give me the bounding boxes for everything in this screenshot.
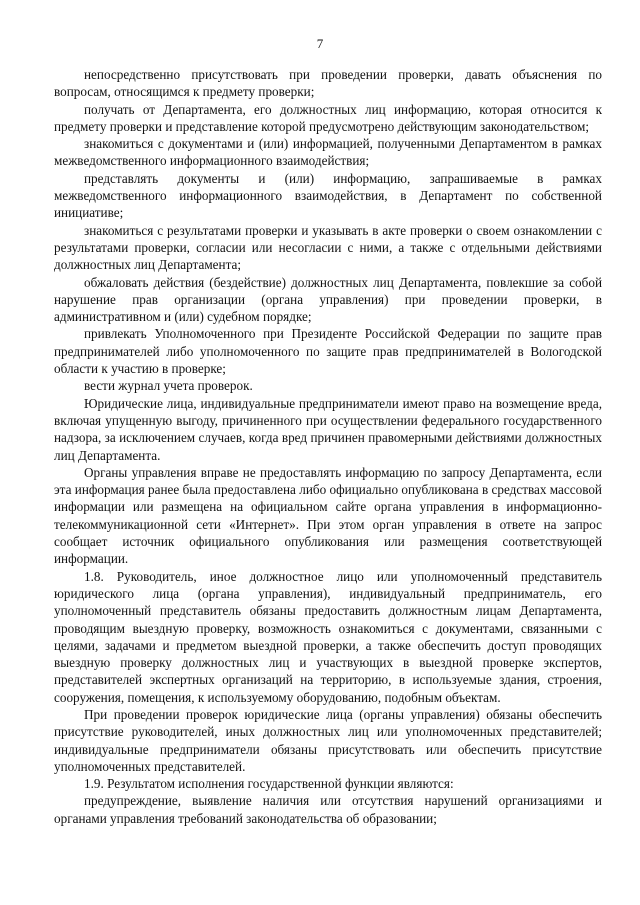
paragraph-rights-ombudsman: привлекать Уполномоченного при Президенте Российской Федерации по защите прав предпринимателей либо уполномоченного по защите прав предпринимателей в Вологодской области к участию в проверке; [54,326,602,377]
paragraph-rights-review-results: знакомиться с результатами проверки и указывать в акте проверки о своем ознакомлении с результатами проверки, согласии или несогласии с ними, а также с отдельными действиями должностных лиц Департамента; [54,222,602,273]
paragraph-information-refusal: Органы управления вправе не предоставлять информацию по запросу Департамента, если эта информация ранее была предоставлена либо официально опубликована в средствах массовой информации или размещена на официальном сайте органа управления в информационно-телекоммуникационной сети «Интернет». При этом орган управления в ответе на запрос сообщает источник официального опубликования или размещения соответствующей информации. [54,464,602,567]
paragraph-rights-submit-documents: представлять документы и (или) информацию, запрашиваемые в рамках межведомственного информационного взаимодействия, в Департамент по собственной инициативе; [54,170,602,221]
paragraph-prevention: предупреждение, выявление наличия или отсутствия нарушений организациями и органами управления требований законодательства об образовании; [54,793,602,826]
page-number: 7 [316,36,324,51]
document-body [54,66,602,827]
paragraph-rights-view-documents: знакомиться с документами и (или) информацией, полученными Департаментом в рамках межведомственного информационного взаимодействия; [54,136,602,169]
paragraph-rights-receive-info: получать от Департамента, его должностных лиц информацию, которая относится к предмету проверки и представление которой предусмотрено действующим законодательством; [54,101,602,134]
paragraph-section-1-9: 1.9. Результатом исполнения государственной функции являются: [84,776,454,792]
paragraph-compensation: Юридические лица, индивидуальные предприниматели имеют право на возмещение вреда, включая упущенную выгоду, причиненного при осуществлении федерального государственного надзора, за исключением случаев, когда вред причинен правомерными действиями должностных лиц Департамента. [54,395,602,463]
paragraph-presence-obligation: При проведении проверок юридические лица (органы управления) обязаны обеспечить присутствие руководителей, иных должностных лиц или уполномоченных представителей; индивидуальные предприниматели обязаны присутствовать или обеспечить присутствие уполномоченных представителей. [54,706,602,774]
paragraph-rights-presence: непосредственно присутствовать при проведении проверки, давать объяснения по вопросам, относящимся к предмету проверки; [54,67,602,100]
paragraph-section-1-8: 1.8. Руководитель, иное должностное лицо или уполномоченный представитель юридического лица (органа управления), индивидуальный предприниматель, его уполномоченный представитель обязаны предоставить должностным лицам Департамента, проводящим выездную проверку, возможность ознакомиться с документами, связанными с целями, задачами и предметом выездной проверки, а также обеспечить доступ проводящих выездную проверку должностных лиц и участвующих в выездной проверке экспертов, представителей экспертных организаций на территорию, в используемые здания, строения, сооружения, помещения, к используемому оборудованию, подобным объектам. [54,568,602,705]
paragraph-rights-appeal: обжаловать действия (бездействие) должностных лиц Департамента, повлекшие за собой нарушение прав организации (органа управления) при проведении проверки, в административном и (или) судебном порядке; [54,274,602,325]
paragraph-rights-logbook: вести журнал учета проверок. [84,378,253,394]
